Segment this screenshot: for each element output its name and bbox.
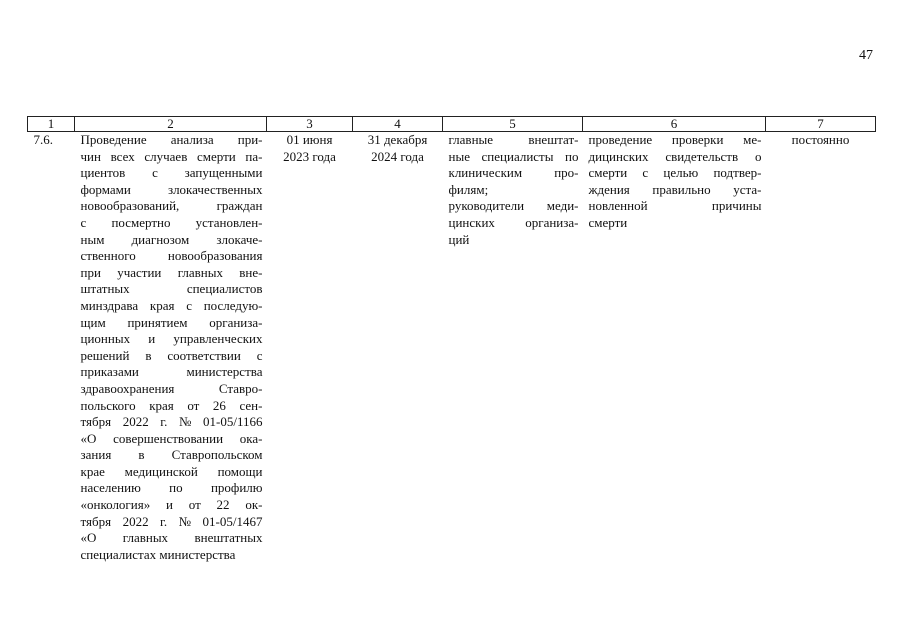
text-line: населению по профилю — [80, 480, 263, 496]
text-line: тября 2022 г. № 01-05/1166 — [80, 414, 263, 430]
text-line: щим принятием организа- — [80, 314, 263, 330]
start-date-text — [267, 132, 353, 165]
text-line: тября 2022 г. № 01-05/1467 — [80, 513, 263, 529]
text-line: приказами министерства — [80, 364, 263, 380]
text-line: решений в соответствии с — [80, 347, 263, 363]
text-line: минздрава края с последую- — [80, 297, 263, 313]
header-cell-7: 7 — [766, 117, 876, 132]
measure-description-text — [81, 132, 263, 563]
header-cell-6: 6 — [583, 117, 766, 132]
end-date — [353, 132, 443, 564]
row-number: 7.6. — [33, 132, 53, 147]
text-line: ственного новообразования — [80, 248, 263, 264]
text-line: «О совершенствовании ока- — [80, 430, 263, 446]
text-line: польского края от 26 сен- — [80, 397, 263, 413]
text-line: проведение проверки ме- — [588, 132, 762, 147]
text-line: новообразований, граждан — [80, 198, 263, 214]
header-row — [28, 117, 876, 132]
page-number: 47 — [859, 48, 873, 63]
periodicity: постоянно — [791, 132, 850, 147]
text-line: новленной причины — [588, 198, 762, 214]
table-row — [28, 132, 876, 564]
text-line: дицинских свидетельств о — [588, 148, 762, 164]
expected-result-text — [589, 132, 762, 232]
text-line: 01 июня — [286, 132, 333, 147]
text-line: ным диагнозом злокаче- — [80, 231, 263, 247]
header-cell-4: 4 — [353, 117, 443, 132]
end-date-text — [353, 132, 443, 165]
text-line: руководители меди- — [448, 198, 579, 214]
text-line: штатных специалистов — [80, 281, 263, 297]
expected-result — [583, 132, 766, 564]
text-line: «О главных внештатных — [80, 530, 263, 546]
responsible — [443, 132, 583, 564]
text-line: зания в Ставропольском — [80, 447, 263, 463]
text-line: «онкология» и от 22 ок- — [80, 497, 263, 513]
text-line: 2023 года — [283, 148, 336, 164]
responsible-text — [449, 132, 579, 248]
header-cell-3: 3 — [267, 117, 353, 132]
text-line: здравоохранения Ставро- — [80, 380, 263, 396]
table — [27, 116, 876, 563]
text-line: смерти с целью подтвер- — [588, 165, 762, 181]
text-line: формами злокачественных — [80, 181, 263, 197]
text-line: специалистах министерства — [80, 546, 236, 562]
text-line: с посмертно установлен- — [80, 214, 263, 230]
text-line: крае медицинской помощи — [80, 463, 263, 479]
header-cell-1: 1 — [28, 117, 75, 132]
text-line: чин всех случаев смерти па- — [80, 148, 263, 164]
text-line: смерти — [588, 214, 628, 230]
text-line: ций — [448, 231, 470, 247]
text-line: ждения правильно уста- — [588, 181, 762, 197]
text-line: филям; — [448, 181, 489, 197]
text-line: цинских организа- — [448, 214, 579, 230]
measure-description — [75, 132, 267, 564]
header-cell-2: 2 — [75, 117, 267, 132]
text-line: ные специалисты по — [448, 148, 579, 164]
plan-table — [27, 116, 875, 563]
text-line: 31 декабря — [367, 132, 428, 147]
text-line: циентов с запущенными — [80, 165, 263, 181]
text-line: 2024 года — [371, 148, 424, 164]
header-cell-5: 5 — [443, 117, 583, 132]
text-line: при участии главных вне- — [80, 264, 263, 280]
text-line: Проведение анализа при- — [80, 132, 263, 147]
text-line: клиническим про- — [448, 165, 579, 181]
start-date — [267, 132, 353, 564]
text-line: ционных и управленческих — [80, 331, 263, 347]
text-line: главные внештат- — [448, 132, 579, 147]
